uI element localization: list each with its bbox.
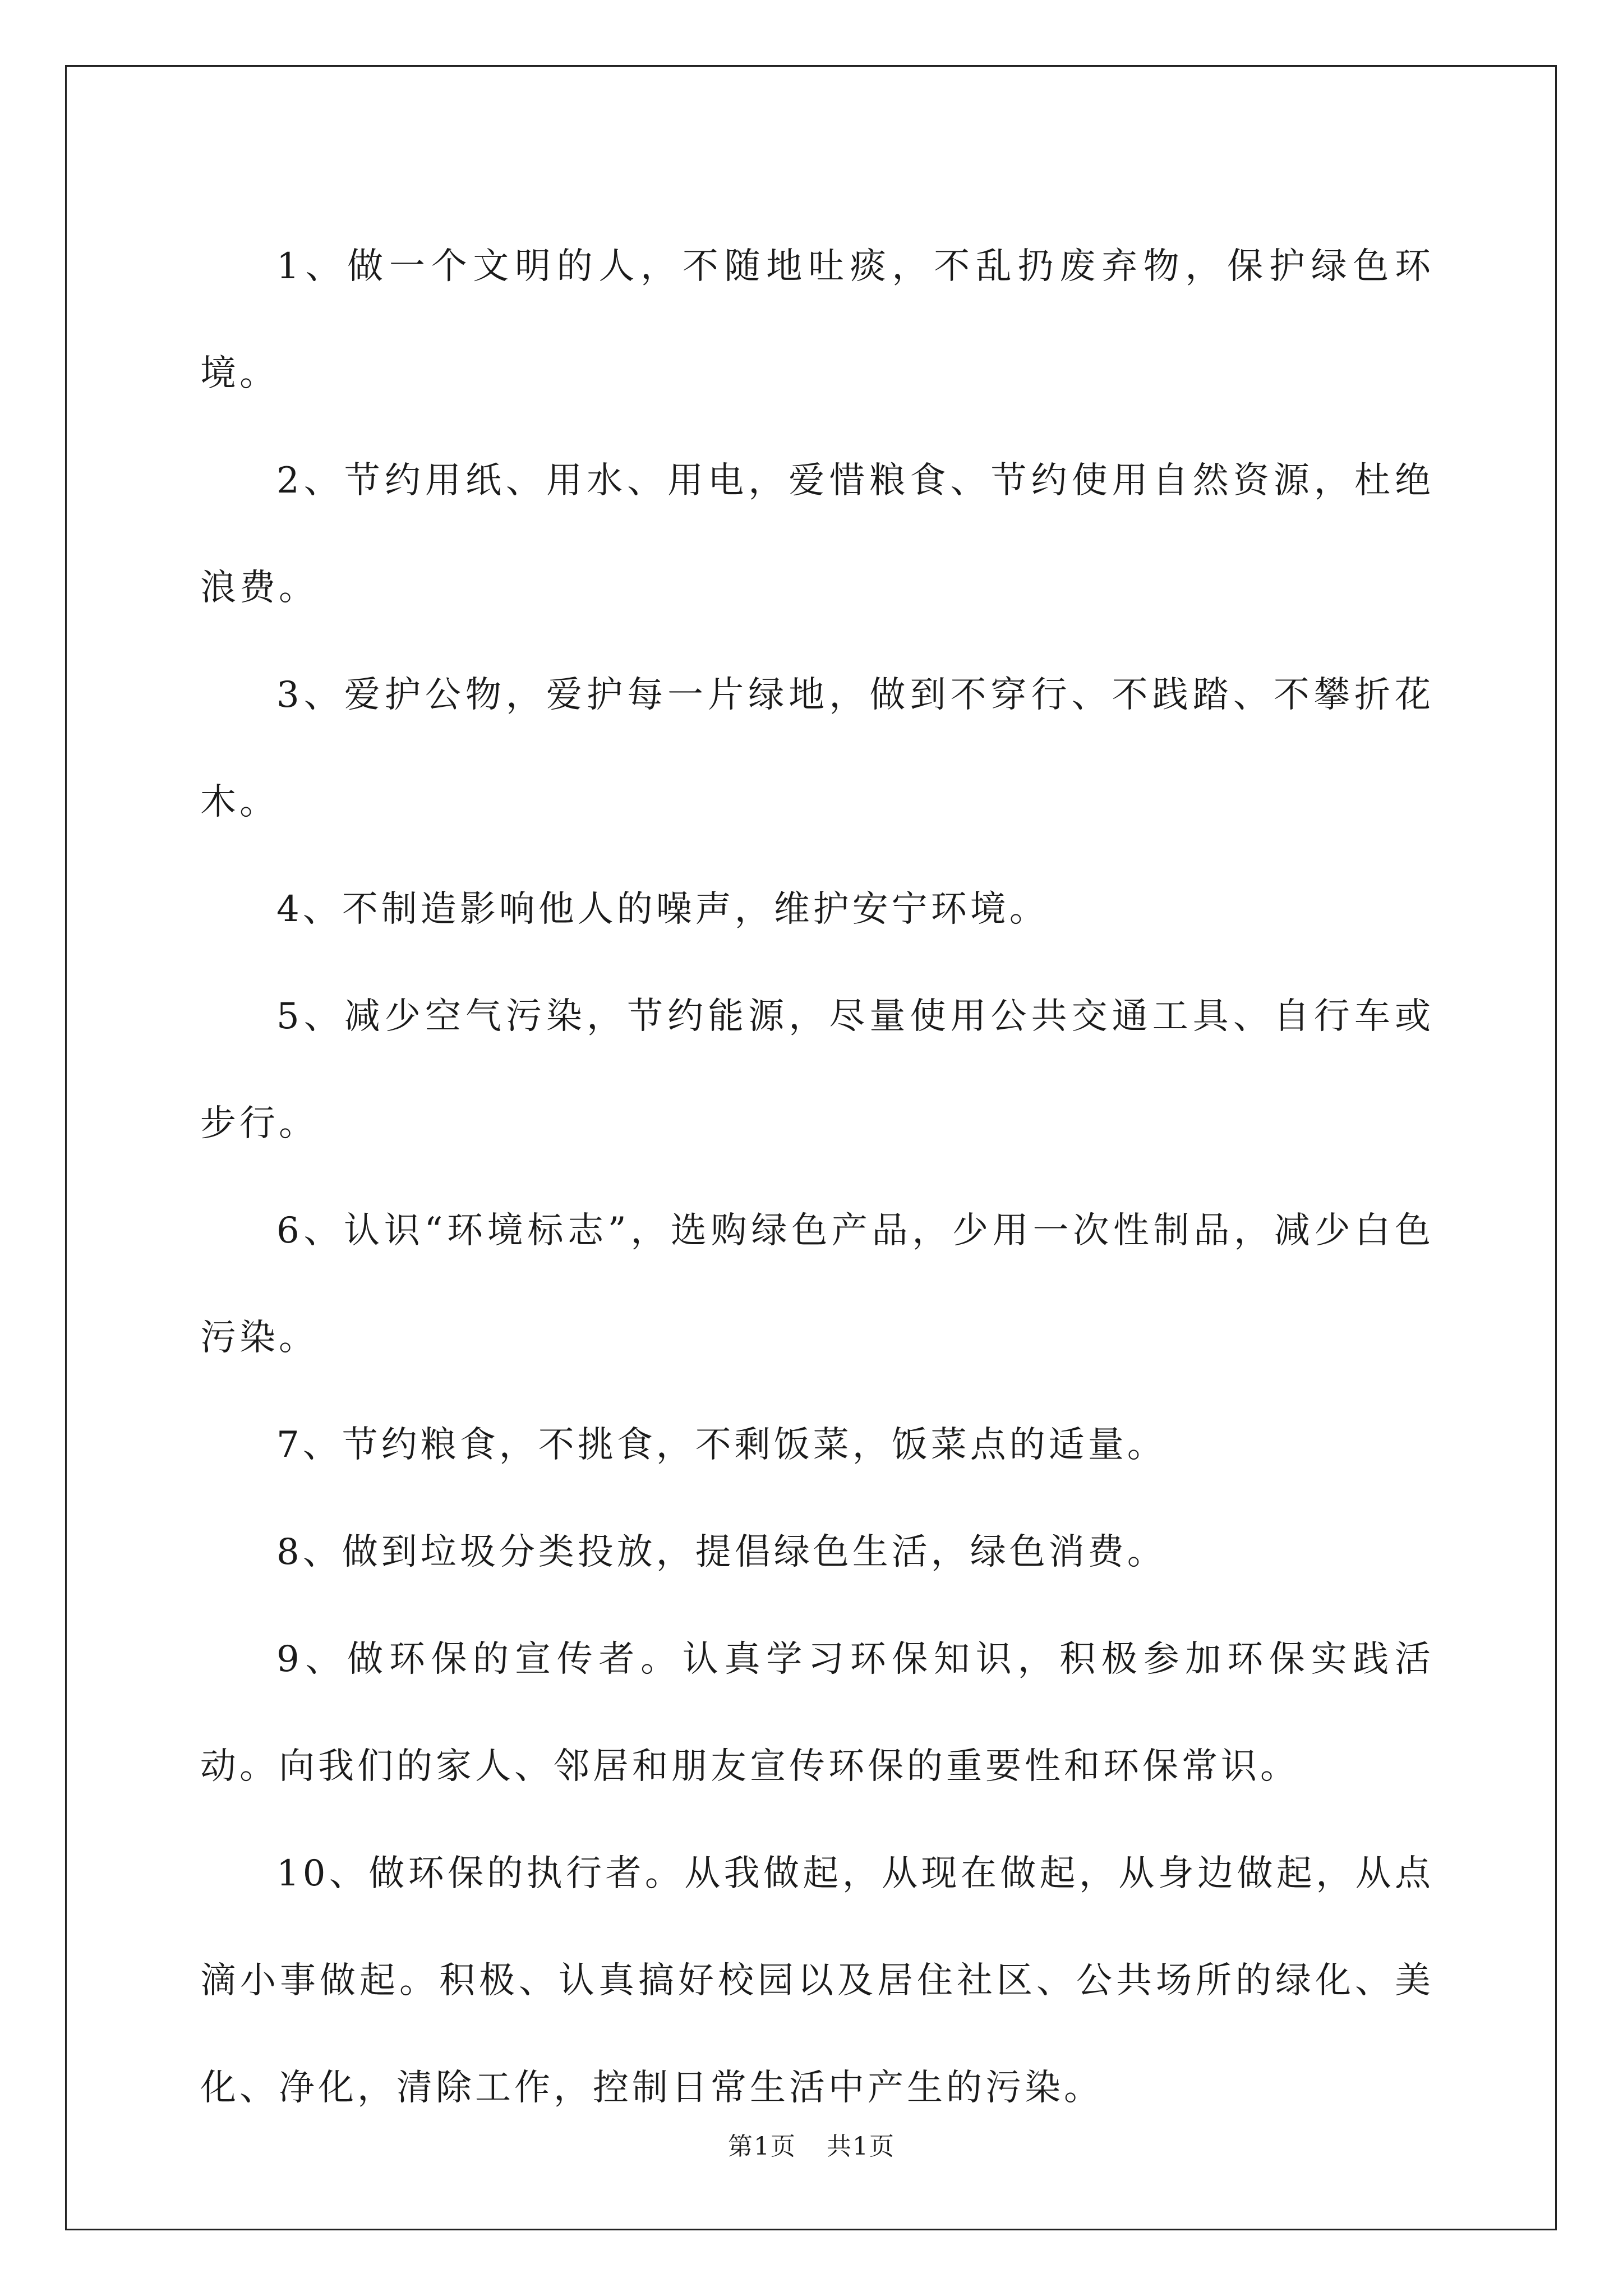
paragraph-1: 1、做一个文明的人，不随地吐痰，不乱扔废弃物，保护绿色环境。 xyxy=(200,246,1434,394)
paragraph-7: 7、节约粮食，不挑食，不剩饭菜，饭菜点的适量。 xyxy=(276,1424,1166,1466)
page-footer xyxy=(0,2130,1623,2164)
document-body xyxy=(200,213,1434,2142)
paragraph-4: 4、不制造影响他人的噪声，维护安宁环境。 xyxy=(276,889,1049,930)
page-number-current: 第1页 xyxy=(728,2132,796,2161)
paragraph-10: 10、做环保的执行者。从我做起，从现在做起，从身边做起，从点滴小事做起。积极、认真搞好校园以及居住社区、公共场所的绿化、美化、净化，清除工作，控制日常生活中产生的污染。 xyxy=(200,1853,1434,2109)
page-number-total: 共1页 xyxy=(827,2132,895,2161)
paragraph-8: 8、做到垃圾分类投放，提倡绿色生活，绿色消费。 xyxy=(276,1531,1166,1573)
paragraph-3: 3、爱护公物，爱护每一片绿地，做到不穿行、不践踏、不攀折花木。 xyxy=(200,674,1434,823)
paragraph-2: 2、节约用纸、用水、用电，爱惜粮食、节约使用自然资源，杜绝浪费。 xyxy=(200,460,1434,609)
paragraph-9: 9、做环保的宣传者。认真学习环保知识，积极参加环保实践活动。向我们的家人、邻居和朋友宣传环保的重要性和环保常识。 xyxy=(200,1639,1434,1787)
paragraph-5: 5、减少空气污染，节约能源，尽量使用公共交通工具、自行车或步行。 xyxy=(200,996,1434,1144)
paragraph-6: 6、认识“环境标志”，选购绿色产品，少用一次性制品，减少白色污染。 xyxy=(200,1210,1434,1359)
